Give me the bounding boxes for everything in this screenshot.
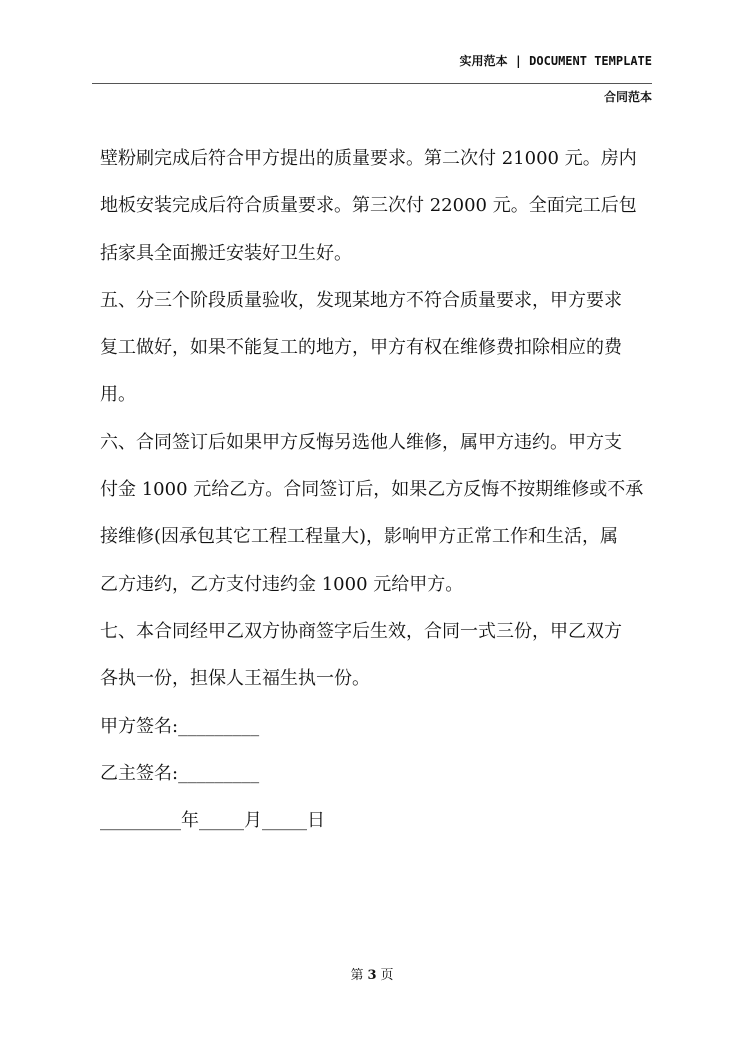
date-line: _________年_____月_____日 bbox=[100, 810, 325, 832]
body-line: 壁粉刷完成后符合甲方提出的质量要求。第二次付 21000 元。房内 bbox=[100, 148, 637, 169]
clause-7-line: 七、本合同经甲乙双方协商签字后生效，合同一式三份，甲乙双方 bbox=[100, 620, 622, 642]
clause-6-line: 付金 1000 元给乙方。合同签订后，如果乙方反悔不按期维修或不承 bbox=[100, 479, 644, 501]
clause-6-line: 接维修(因承包其它工程工程量大)，影响甲方正常工作和生活，属 bbox=[100, 526, 619, 548]
body-line: 地板安装完成后符合质量要求。第三次付 22000 元。全面完工后包 bbox=[100, 195, 637, 217]
clause-6-line: 六、合同签订后如果甲方反悔另选他人维修，属甲方违约。甲方支 bbox=[100, 431, 622, 453]
page-footer bbox=[0, 964, 744, 983]
party-b-signature-line: 乙主签名:_________ bbox=[100, 762, 260, 784]
clause-6-line: 乙方违约，乙方支付违约金 1000 元给甲方。 bbox=[100, 573, 464, 595]
clause-5-line: 复工做好，如果不能复工的地方，甲方有权在维修费扣除相应的费 bbox=[100, 337, 622, 359]
page-number: 3 bbox=[367, 968, 377, 983]
header-divider bbox=[92, 83, 652, 84]
clause-7-line: 各执一份，担保人王福生执一份。 bbox=[100, 668, 370, 690]
party-a-signature-line: 甲方签名:_________ bbox=[100, 715, 260, 737]
page-label-prefix: 第 bbox=[350, 968, 364, 983]
header-subtitle: 合同范本 bbox=[603, 90, 652, 104]
clause-5-line: 五、分三个阶段质量验收，发现某地方不符合质量要求，甲方要求 bbox=[100, 289, 622, 311]
body-line: 括家具全面搬迁安装好卫生好。 bbox=[100, 242, 352, 264]
page-label-suffix: 页 bbox=[380, 968, 394, 983]
header-title: 实用范本 | DOCUMENT TEMPLATE bbox=[459, 54, 652, 68]
document-body bbox=[100, 142, 660, 851]
clause-5-line: 用。 bbox=[100, 384, 136, 406]
